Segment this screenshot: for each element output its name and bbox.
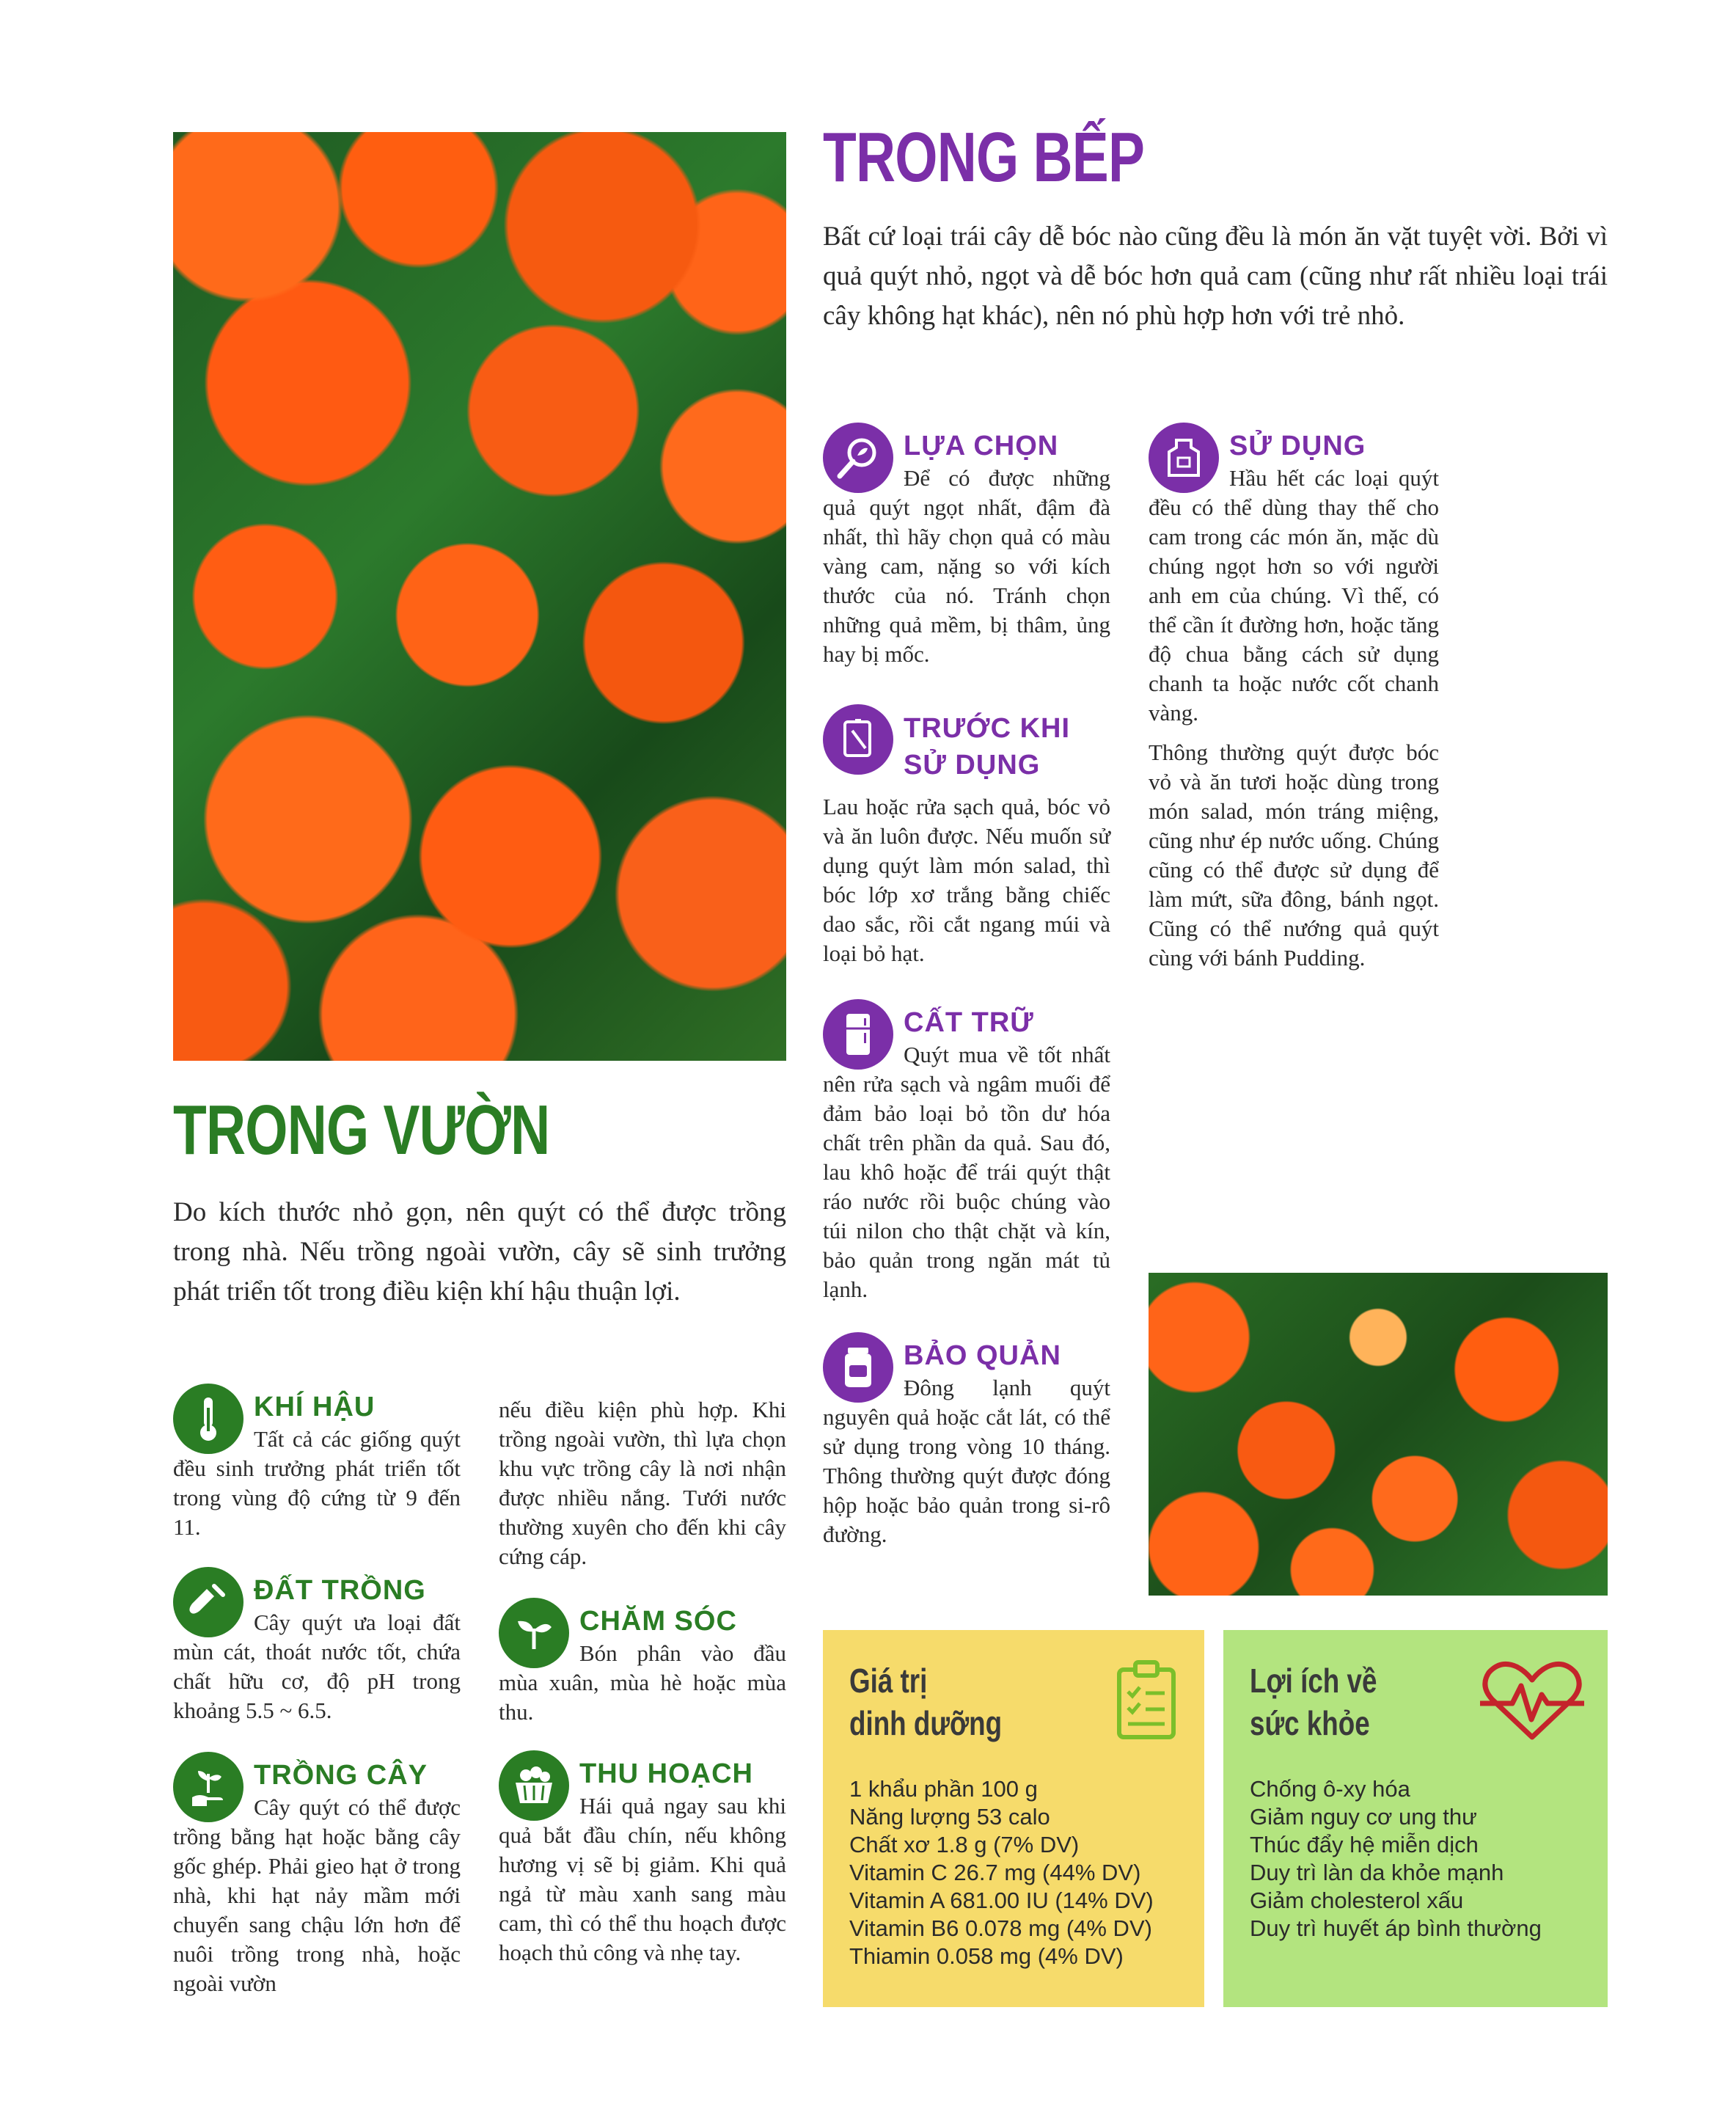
section-soil	[173, 1567, 461, 1725]
section-body: Hầu hết các loại quýt đều có thể dùng thay thế cho cam trong các món ăn, mặc dù chúng ngọt hơn so với người anh em của chúng. Vì thế, có thể cần ít đường hơn, hoặc tăng độ chua bằng cách sử dụng chanh ta hoặc nước cốt chanh vàng.	[1149, 465, 1439, 726]
list-item: Chất xơ 1.8 g (7% DV)	[849, 1832, 1080, 1857]
section-harvest	[499, 1750, 786, 1967]
tangerines-photo	[173, 132, 786, 1061]
garden-heading: TRONG VƯỜN	[173, 1091, 550, 1169]
list-item: Vitamin C 26.7 mg (44% DV)	[849, 1860, 1141, 1885]
list-item: Chống ô-xy hóa	[1250, 1776, 1410, 1802]
section-body-2: Thông thường quýt được bóc vỏ và ăn tươi hoặc dùng trong món salad, món tráng miệng, cũng như ép nước uống. Chúng cũng có thể được sử dụng để làm mứt, sữa đông, bánh ngọt. Cũng có thể nướng quả quýt cùng với bánh Pudding.	[1149, 739, 1439, 971]
list-item: Giảm cholesterol xấu	[1250, 1888, 1464, 1913]
kitchen-heading: TRONG BẾP	[823, 118, 1145, 197]
section-title: BẢO QUẢN	[904, 1340, 1061, 1371]
cutting-board-icon	[823, 704, 893, 775]
health-list	[1250, 1775, 1542, 1943]
section-care	[499, 1598, 786, 1727]
fridge-icon	[823, 999, 893, 1070]
kitchen-intro: Bất cứ loại trái cây dễ bóc nào cũng đều là món ăn vặt tuyệt vời. Bởi vì quả quýt nhỏ, ngọt và dễ bóc hơn quả cam (cũng như rất nhiều loại trái cây không hạt khác), nên nó phù hợp hơn với trẻ nhỏ.	[823, 222, 1608, 331]
nutrition-title-2: dinh dưỡng	[849, 1704, 1003, 1742]
list-item: 1 khẩu phần 100 g	[849, 1776, 1038, 1802]
list-item: Thiamin 0.058 mg (4% DV)	[849, 1943, 1124, 1969]
section-body: Hái quả ngay sau khi quả bắt đầu chín, nếu không hương vị sẽ bị giảm. Khi quả ngả từ màu xanh sang màu cam, thì có thể thu hoạch được hoạch thủ công và nhẹ tay.	[499, 1793, 786, 1965]
trowel-icon	[173, 1567, 243, 1637]
section-title: TRỒNG CÂY	[254, 1760, 428, 1791]
section-use	[1149, 423, 1439, 973]
section-title: THU HOẠCH	[579, 1758, 753, 1789]
nutrition-title: Giá trị	[849, 1662, 928, 1700]
health-title: Lợi ích về	[1250, 1662, 1377, 1700]
list-item: Thúc đẩy hệ miễn dịch	[1250, 1832, 1479, 1857]
nutrition-list	[849, 1775, 1154, 1970]
section-body: Để có được những quả quýt ngọt nhất, đậm đà nhất, thì hãy chọn quả có màu vàng cam, nặng so với kích thước của nó. Tránh chọn những quả mềm, bị thâm, ủng hay bị mốc.	[823, 465, 1110, 667]
section-title: ĐẤT TRỒNG	[254, 1575, 426, 1606]
section-body: Đông lạnh quýt nguyên quả hoặc cắt lát, có thể sử dụng trong vòng 10 tháng. Thông thường quýt được đóng hộp hoặc bảo quản trong si-rô đường.	[823, 1375, 1110, 1547]
clipboard-checklist-icon	[1113, 1659, 1179, 1743]
section-title: TRƯỚC KHI	[904, 713, 1071, 744]
health-title-2: sức khỏe	[1250, 1704, 1370, 1742]
section-body: Cây quýt ưa loại đất mùn cát, thoát nước tốt, chứa chất hữu cơ, độ pH trong khoảng 5.5 ~ 6.5.	[173, 1609, 461, 1723]
section-body: Tất cả các giống quýt đều sinh trưởng phát triển tốt trong vùng độ cứng từ 9 đến 11.	[173, 1426, 461, 1540]
section-preserve	[823, 1332, 1110, 1549]
section-body: Bón phân vào đầu mùa xuân, mùa hè hoặc mùa thu.	[499, 1640, 786, 1725]
list-item: Năng lượng 53 calo	[849, 1804, 1050, 1830]
tangerines-sliced-photo	[1149, 1273, 1608, 1596]
section-choose	[823, 423, 1110, 669]
health-box	[1223, 1630, 1608, 2007]
section-title: CHĂM SÓC	[579, 1606, 737, 1637]
section-title: LỰA CHỌN	[904, 431, 1059, 461]
list-item: Duy trì huyết áp bình thường	[1250, 1915, 1542, 1941]
list-item: Giảm nguy cơ ung thư	[1250, 1804, 1477, 1830]
section-climate	[173, 1384, 461, 1542]
list-item: Vitamin B6 0.078 mg (4% DV)	[849, 1915, 1152, 1941]
list-item: Duy trì làn da khỏe mạnh	[1250, 1860, 1504, 1885]
garden-intro: Do kích thước nhỏ gọn, nên quýt có thể được trồng trong nhà. Nếu trồng ngoài vườn, cây sẽ sinh trưởng phát triển tốt trong điều kiện khí hậu thuận lợi.	[173, 1197, 786, 1307]
section-before-use	[823, 704, 1110, 968]
section-store	[823, 999, 1110, 1304]
section-title-2: SỬ DỤNG	[904, 750, 1041, 781]
planting-continued: nếu điều kiện phù hợp. Khi trồng ngoài vườn, thì lựa chọn khu vực trồng cây là nơi nhận được nhiều nắng. Tưới nước thường xuyên cho đến khi cây cứng cáp.	[499, 1397, 786, 1569]
sprout-icon	[499, 1598, 569, 1668]
section-planting	[173, 1752, 461, 1998]
nutrition-box	[823, 1630, 1204, 2007]
section-body: Cây quýt có thể được trồng bằng hạt hoặc bằng cây gốc ghép. Phải gieo hạt ở trong nhà, khi hạt nảy mầm mới chuyển sang chậu lớn hơn để nuôi trồng trong nhà, hoặc ngoài vườn	[173, 1794, 461, 1996]
magnifier-icon	[823, 423, 893, 493]
basket-icon	[499, 1750, 569, 1821]
section-title: CẤT TRỮ	[904, 1007, 1034, 1038]
thermometer-icon	[173, 1384, 243, 1454]
seedling-hand-icon	[173, 1752, 243, 1822]
jar-icon	[823, 1332, 893, 1403]
section-body: Quýt mua về tốt nhất nên rửa sạch và ngâm muối để đảm bảo loại bỏ tồn dư hóa chất trên phần da quả. Sau đó, lau khô hoặc để trái quýt thật ráo nước rồi buộc chúng vào túi nilon cho thật chặt và kín, bảo quản trong ngăn mát tủ lạnh.	[823, 1042, 1110, 1302]
heart-pulse-icon	[1477, 1656, 1587, 1747]
section-body: Lau hoặc rửa sạch quả, bóc vỏ và ăn luôn được. Nếu muốn sử dụng quýt làm món salad, thì bóc lớp xơ trắng bằng chiếc dao sắc, rồi cắt ngang múi và loại bỏ hạt.	[823, 794, 1110, 966]
section-title: KHÍ HẬU	[254, 1392, 376, 1422]
section-title: SỬ DỤNG	[1229, 431, 1366, 461]
apron-icon	[1149, 423, 1219, 493]
list-item: Vitamin A 681.00 IU (14% DV)	[849, 1888, 1154, 1913]
